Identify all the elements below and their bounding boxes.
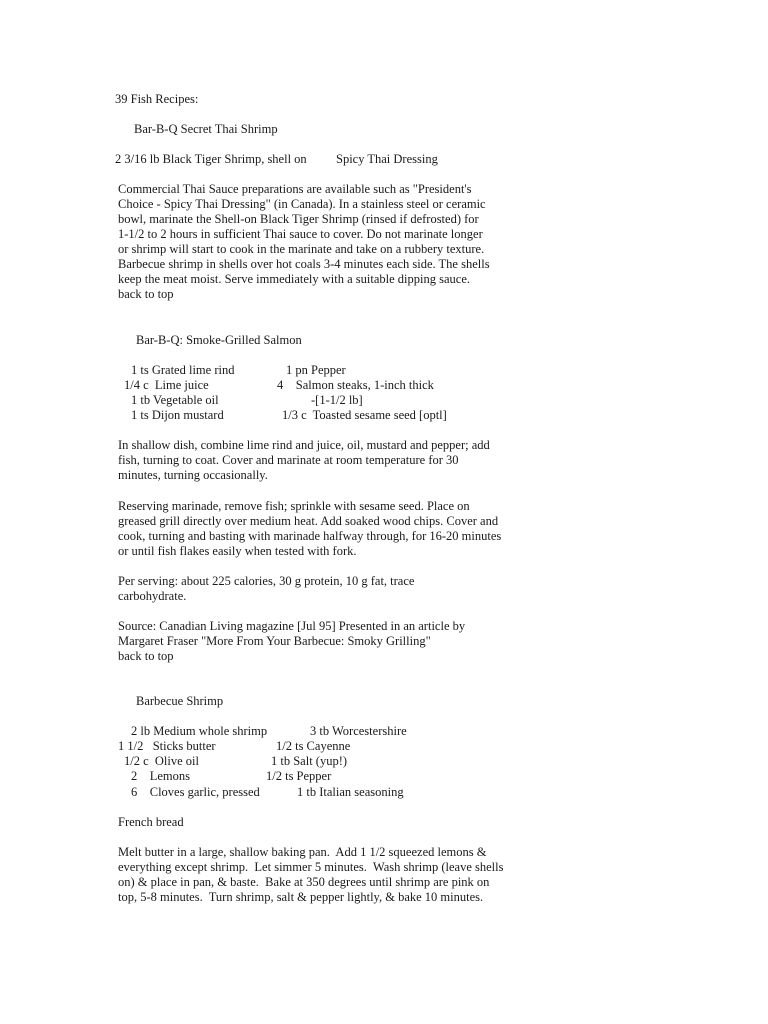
text-line: In shallow dish, combine lime rind and juice, oil, mustard and pepper; add: [118, 438, 490, 452]
back-to-top-text: back to top: [118, 287, 174, 301]
text-line: 1-1/2 to 2 hours in sufficient Thai sauce to cover. Do not marinate longer: [118, 227, 483, 241]
ingredient-line: 1 ts Dijon mustard: [131, 408, 224, 422]
text-line: on) & place in pan, & baste. Bake at 350 degrees until shrimp are pink on: [118, 875, 490, 889]
ingredient-line: 6 Cloves garlic, pressed: [131, 785, 260, 799]
text-line: fish, turning to coat. Cover and marinate at room temperature for 30: [118, 453, 459, 467]
text-line: Barbecue shrimp in shells over hot coals 3-4 minutes each side. The shells: [118, 257, 490, 271]
ingredient-line: -[1-1/2 lb]: [311, 393, 363, 407]
text-line: French bread: [118, 815, 184, 829]
ingredient-line: 1 ts Grated lime rind: [131, 363, 235, 377]
ingredient-line: 2 lb Medium whole shrimp: [131, 724, 268, 738]
ingredient-line: 1 tb Salt (yup!): [271, 754, 348, 768]
text-line: minutes, turning occasionally.: [118, 468, 268, 482]
ingredient-line: 1/3 c Toasted sesame seed [optl]: [282, 408, 447, 422]
recipe-title: Bar-B-Q: Smoke-Grilled Salmon: [136, 333, 302, 347]
ingredient-line: 1 1/2 Sticks butter: [118, 739, 216, 753]
text-line: Per serving: about 225 calories, 30 g protein, 10 g fat, trace: [118, 574, 415, 588]
document-heading: 39 Fish Recipes:: [115, 92, 199, 106]
ingredient-line: 1/2 c Olive oil: [124, 754, 199, 768]
text-line: Melt butter in a large, shallow baking pan. Add 1 1/2 squeezed lemons &: [118, 845, 487, 859]
ingredient-line: 1/2 ts Cayenne: [276, 739, 351, 753]
text-line: Source: Canadian Living magazine [Jul 95] Presented in an article by: [118, 619, 466, 633]
text-line: Reserving marinade, remove fish; sprinkle with sesame seed. Place on: [118, 499, 470, 513]
text-line: or until fish flakes easily when tested with fork.: [118, 544, 357, 558]
ingredient-line: 1 tb Vegetable oil: [131, 393, 219, 407]
ingredient-line: 1/4 c Lime juice: [124, 378, 209, 392]
ingredient-line: 1/2 ts Pepper: [266, 769, 332, 783]
ingredient-line: 3 tb Worcestershire: [310, 724, 407, 738]
ingredient-line: Spicy Thai Dressing: [336, 152, 438, 166]
text-line: carbohydrate.: [118, 589, 187, 603]
text-line: keep the meat moist. Serve immediately with a suitable dipping sauce.: [118, 272, 470, 286]
text-line: bowl, marinate the Shell-on Black Tiger Shrimp (rinsed if defrosted) for: [118, 212, 479, 226]
back-to-top-text: back to top: [118, 649, 174, 663]
text-line: top, 5-8 minutes. Turn shrimp, salt & pepper lightly, & bake 10 minutes.: [118, 890, 484, 904]
text-line: cook, turning and basting with marinade halfway through, for 16-20 minutes: [118, 529, 502, 543]
text-line: Commercial Thai Sauce preparations are available such as "President's: [118, 182, 472, 196]
ingredient-line: 2 Lemons: [131, 769, 191, 783]
ingredient-line: 2 3/16 lb Black Tiger Shrimp, shell on: [115, 152, 307, 166]
ingredient-line: 1 pn Pepper: [286, 363, 346, 377]
recipe-title: Bar-B-Q Secret Thai Shrimp: [134, 122, 278, 136]
text-line: everything except shrimp. Let simmer 5 minutes. Wash shrimp (leave shells: [118, 860, 504, 874]
recipe-title: Barbecue Shrimp: [136, 694, 224, 708]
ingredient-line: 4 Salmon steaks, 1-inch thick: [277, 378, 434, 392]
text-line: greased grill directly over medium heat. Add soaked wood chips. Cover and: [118, 514, 499, 528]
text-line: Choice - Spicy Thai Dressing" (in Canada). In a stainless steel or ceramic: [118, 197, 486, 211]
text-line: or shrimp will start to cook in the marinate and take on a rubbery texture.: [118, 242, 485, 256]
text-line: Margaret Fraser "More From Your Barbecue: Smoky Grilling": [118, 634, 431, 648]
ingredient-line: 1 tb Italian seasoning: [297, 785, 404, 799]
